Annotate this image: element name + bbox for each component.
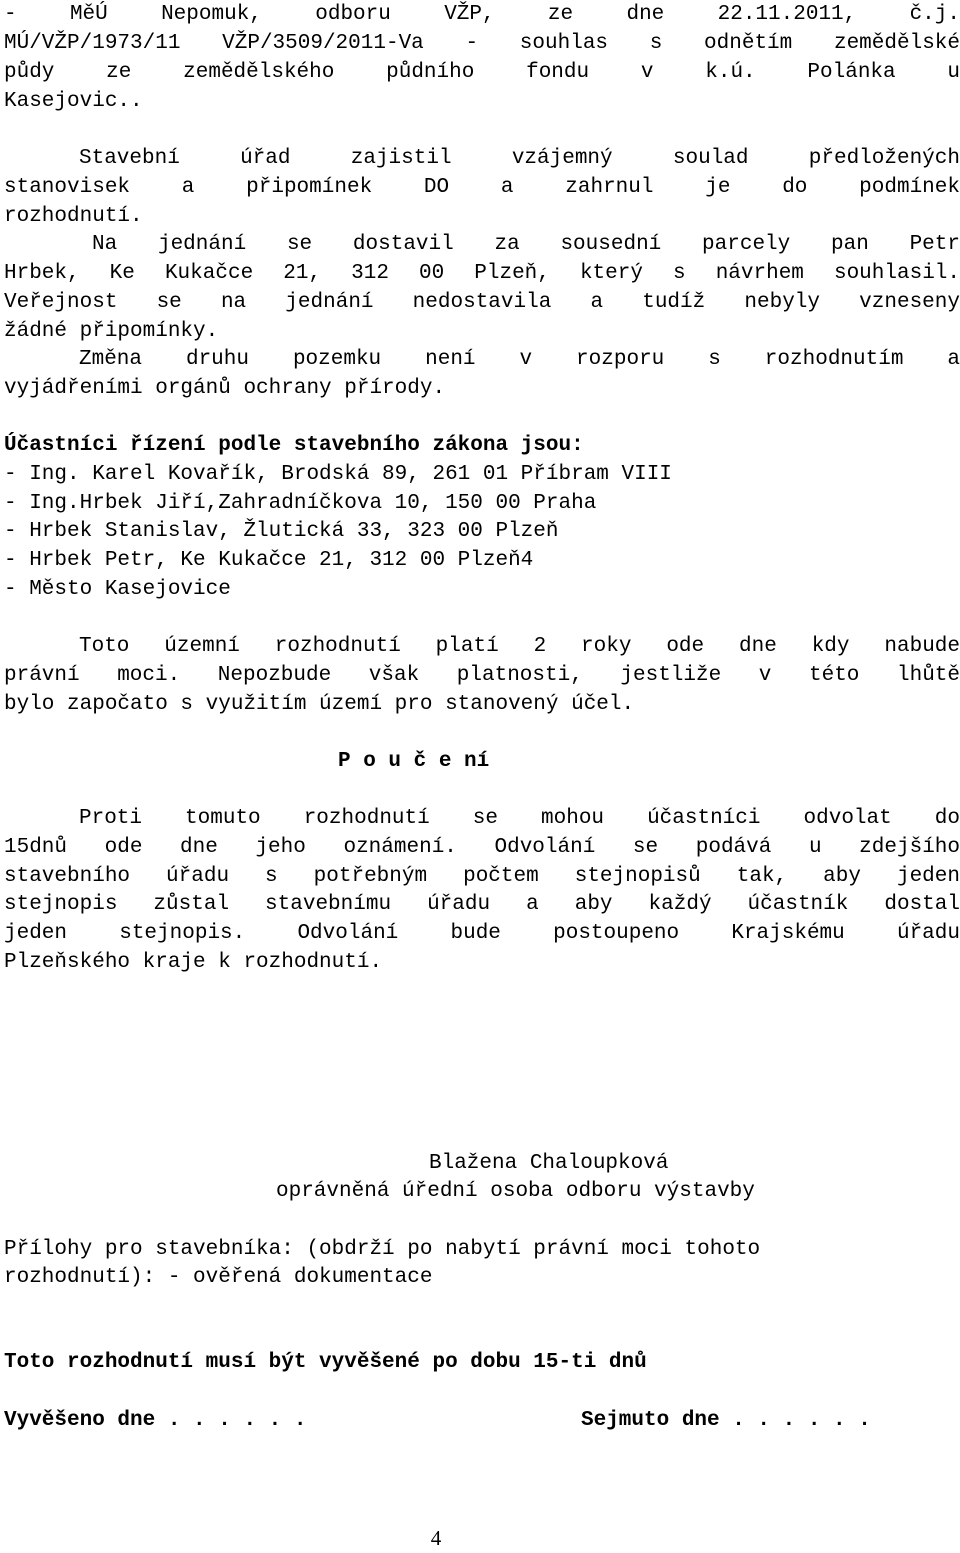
validity-line-1: Toto územní rozhodnutí platí 2 roky ode dne kdy nabude bbox=[79, 635, 960, 658]
attachments-line-2: rozhodnutí): - ověřená dokumentace bbox=[4, 1266, 433, 1289]
posting-notice: Toto rozhodnutí musí být vyvěšené po dobu 15-ti dnů bbox=[4, 1351, 647, 1374]
jednani-line-3: Veřejnost se na jednání nedostavila a tudíž nebyly vzneseny bbox=[4, 291, 960, 314]
signature-name: Blažena Chaloupková bbox=[429, 1152, 669, 1175]
validity-line-2: právní moci. Nepozbude však platnosti, jestliže v této lhůtě bbox=[4, 664, 960, 687]
attachments-line-1: Přílohy pro stavebníka: (obdrží po nabytí právní moci tohoto bbox=[4, 1238, 761, 1261]
posted-date-field: Vyvěšeno dne . . . . . . bbox=[4, 1409, 307, 1432]
participant-item: - Hrbek Stanislav, Žlutická 33, 323 00 Plzeň bbox=[4, 520, 559, 543]
pouceni-line-4: stejnopis zůstal stavebnímu úřadu a aby každý účastník dostal bbox=[4, 893, 960, 916]
participants-heading: Účastníci řízení podle stavebního zákona jsou: bbox=[4, 434, 584, 457]
pouceni-heading: P o u č e ní bbox=[338, 750, 490, 773]
jednani-line-1: Na jednání se dostavil za sousední parcely pan Petr bbox=[92, 233, 960, 256]
jednani-line-2: Hrbek, Ke Kukačce 21, 312 00 Plzeň, který s návrhem souhlasil. bbox=[4, 262, 960, 285]
participant-item: - Ing. Karel Kovařík, Brodská 89, 261 01 Příbram VIII bbox=[4, 463, 672, 486]
intro-line-1: - MěÚ Nepomuk, odboru VŽP, ze dne 22.11.2011, č.j. bbox=[4, 3, 960, 26]
participant-item: - Hrbek Petr, Ke Kukačce 21, 312 00 Plzeň4 bbox=[4, 549, 534, 572]
zmena-line-2: vyjádřeními orgánů ochrany přírody. bbox=[4, 377, 446, 400]
signature-role: oprávněná úřední osoba odboru výstavby bbox=[276, 1180, 755, 1203]
pouceni-line-1: Proti tomuto rozhodnutí se mohou účastníci odvolat do bbox=[79, 807, 960, 830]
participant-item: - Město Kasejovice bbox=[4, 578, 231, 601]
intro-line-3: půdy ze zemědělského půdního fondu v k.ú. Polánka u bbox=[4, 61, 960, 84]
validity-line-3: bylo započato s využitím území pro stanovený účel. bbox=[4, 693, 635, 716]
soulad-line-2: stanovisek a připomínek DO a zahrnul je do podmínek bbox=[4, 176, 960, 199]
removed-date-field: Sejmuto dne . . . . . . bbox=[581, 1409, 871, 1432]
intro-line-2: MÚ/VŽP/1973/11 VŽP/3509/2011-Va - souhlas s odnětím zemědělské bbox=[4, 32, 960, 55]
pouceni-line-3: stavebního úřadu s potřebným počtem stejnopisů tak, aby jeden bbox=[4, 865, 960, 888]
zmena-line-1: Změna druhu pozemku není v rozporu s rozhodnutím a bbox=[79, 348, 960, 371]
soulad-line-1: Stavební úřad zajistil vzájemný soulad předložených bbox=[79, 147, 960, 170]
pouceni-line-5: jeden stejnopis. Odvolání bude postoupeno Krajskému úřadu bbox=[4, 922, 960, 945]
intro-line-4: Kasejovic.. bbox=[4, 90, 143, 113]
jednani-line-4: žádné připomínky. bbox=[4, 320, 219, 343]
soulad-line-3: rozhodnutí. bbox=[4, 205, 143, 228]
page-number: 4 bbox=[430, 1526, 442, 1550]
participant-item: - Ing.Hrbek Jiří,Zahradníčkova 10, 150 00 Praha bbox=[4, 492, 597, 515]
pouceni-line-2: 15dnů ode dne jeho oznámení. Odvolání se podává u zdejšího bbox=[4, 836, 960, 859]
pouceni-line-6: Plzeňského kraje k rozhodnutí. bbox=[4, 951, 383, 974]
